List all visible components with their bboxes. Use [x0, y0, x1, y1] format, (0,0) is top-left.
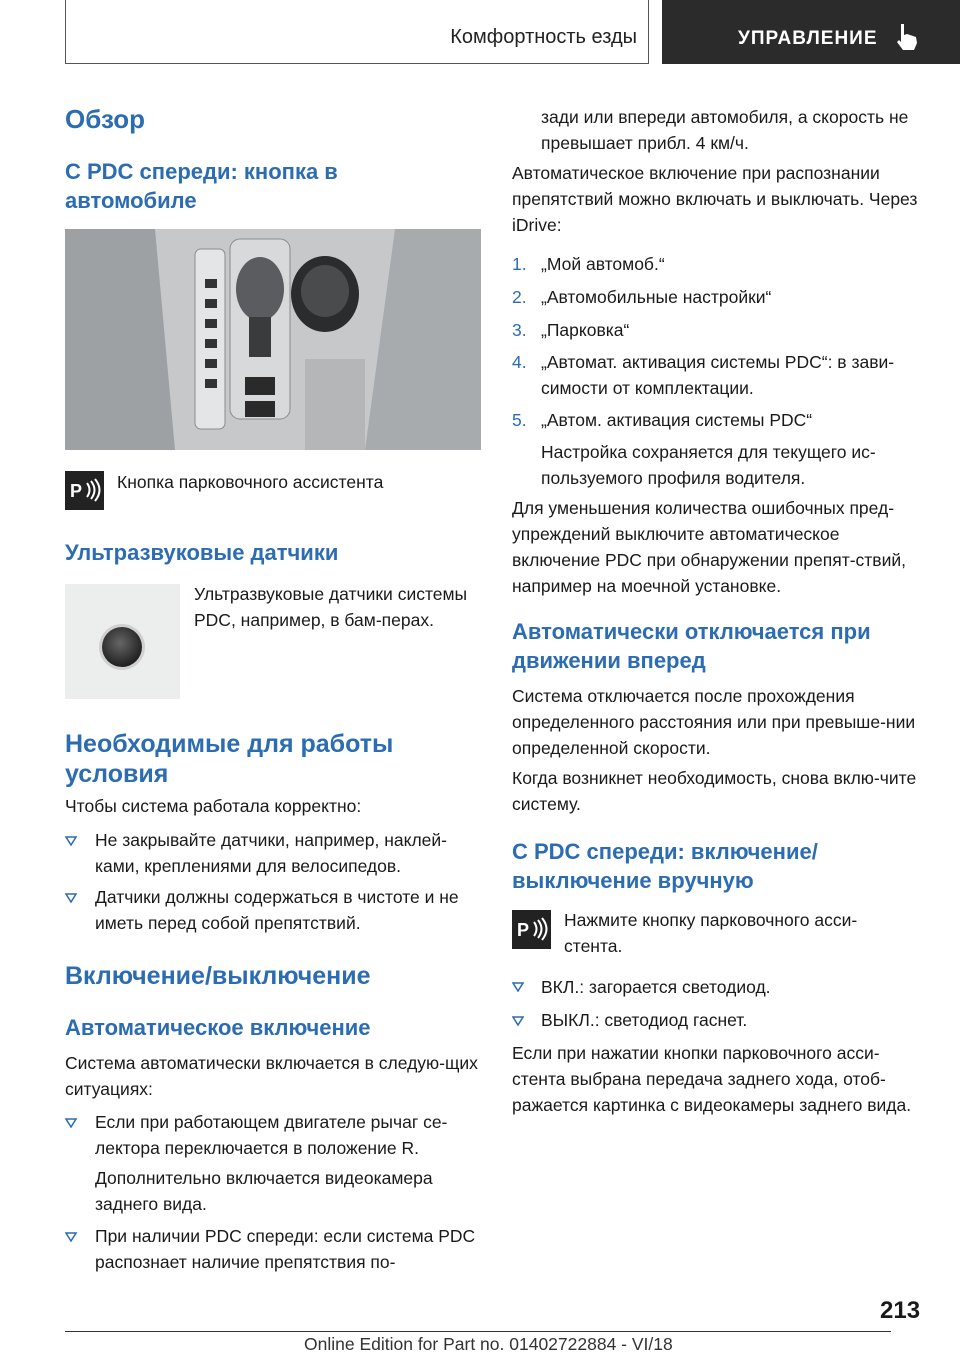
svg-text:P: P: [70, 481, 83, 501]
footer-divider: [65, 1331, 891, 1332]
step-number: 4.: [512, 352, 527, 372]
idrive-text: Автоматическое включение при распознании препятствий можно включать и выключать. Через iDrive:: [512, 163, 918, 235]
auto-on-bullet: Если при работающем двигателе рычаг се-лектора переключается в положение R.: [95, 1112, 448, 1158]
step-number: 5.: [512, 410, 527, 430]
conditions-bullet: Не закрывайте датчики, например, наклей-ками, креплениями для велосипедов.: [95, 830, 447, 876]
step-text: „Автомат. активация системы PDC“: в зави-симости от комплектации.: [541, 352, 895, 398]
reactivate-text: Когда возникнет необходимость, снова вклю-чите систему.: [512, 768, 917, 814]
reduce-warnings-text: Для уменьшения количества ошибочных пред-упреждений выключите автоматическое включение PDC при обнаружении препят-ствий, например на моечной установке.: [512, 498, 907, 596]
heading-on-off: Включение/выключение: [65, 962, 371, 990]
step-text: „Мой автомоб.“: [541, 254, 665, 274]
bullet-triangle-icon: [65, 893, 77, 903]
step-number: 1.: [512, 254, 527, 274]
conditions-intro: Чтобы система работала корректно:: [65, 796, 362, 816]
manual-instruction: Нажмите кнопку парковочного асси-стента.: [564, 910, 858, 956]
continued-text: зади или впереди автомобиля, а скорость не превышает прибл. 4 км/ч.: [541, 107, 909, 153]
svg-text:P: P: [517, 920, 530, 940]
auto-on-intro: Система автоматически включается в следую-щих ситуациях:: [65, 1053, 478, 1099]
auto-on-bullet: При наличии PDC спереди: если система PDC распознает наличие препятствия по-: [95, 1226, 476, 1272]
bullet-triangle-icon: [65, 836, 77, 846]
parking-assistant-button-icon: [65, 471, 104, 510]
heading-operating-conditions: Необходимые для работы условия: [65, 730, 394, 788]
pointing-hand-icon: [893, 22, 921, 52]
manual-bullet: ВЫКЛ.: светодиод гаснет.: [541, 1010, 748, 1030]
step-number: 2.: [512, 287, 527, 307]
center-console-photo: [65, 229, 481, 450]
auto-off-text: Система отключается после прохождения определенного расстояния или при превыше-нии определенной скорости.: [512, 686, 916, 758]
heading-ultrasonic-sensors: Ультразвуковые датчики: [65, 540, 339, 565]
heading-pdc-front-button: С PDC спереди: кнопка в автомобиле: [65, 159, 338, 213]
heading-automatic-on: Автоматическое включение: [65, 1015, 371, 1040]
auto-on-bullet-note: Дополнительно включается видеокамера заднего вида.: [95, 1168, 433, 1214]
header-chapter-title: УПРАВЛЕНИЕ: [738, 28, 878, 49]
reverse-gear-text: Если при нажатии кнопки парковочного асси-стента выбрана передача заднего хода, отоб-ражается картинка с видеокамеры заднего вида.: [512, 1043, 912, 1115]
bullet-triangle-icon: [65, 1232, 77, 1242]
bullet-triangle-icon: [512, 982, 524, 992]
page-number: 213: [880, 1297, 921, 1324]
heading-manual-on-off: С PDC спереди: включение/выключение вручную: [512, 839, 818, 893]
ultrasonic-sensor-image: [65, 584, 180, 699]
step5-note: Настройка сохраняется для текущего ис-пользуемого профиля водителя.: [541, 442, 876, 488]
conditions-bullet: Датчики должны содержаться в чистоте и не иметь перед собой препятствий.: [95, 887, 459, 933]
heading-overview: Обзор: [65, 104, 145, 134]
step-number: 3.: [512, 320, 527, 340]
footer-edition: Online Edition for Part no. 01402722884 - VI/18: [304, 1334, 673, 1354]
step-text: „Автом. активация системы PDC“: [541, 410, 813, 430]
parking-assistant-button-icon: [512, 910, 551, 949]
heading-auto-off-forward: Автоматически отключается при движении вперед: [512, 619, 871, 673]
sensor-icon: [102, 627, 142, 667]
step-text: „Парковка“: [541, 320, 630, 340]
header-section-title: Комфортность езды: [450, 26, 637, 48]
bullet-triangle-icon: [65, 1118, 77, 1128]
parking-button-caption: Кнопка парковочного ассистента: [117, 472, 384, 492]
step-text: „Автомобильные настройки“: [541, 287, 772, 307]
bullet-triangle-icon: [512, 1016, 524, 1026]
manual-bullet: ВКЛ.: загорается светодиод.: [541, 977, 771, 997]
sensors-description: Ультразвуковые датчики системы PDC, например, в бам-перах.: [194, 584, 468, 630]
